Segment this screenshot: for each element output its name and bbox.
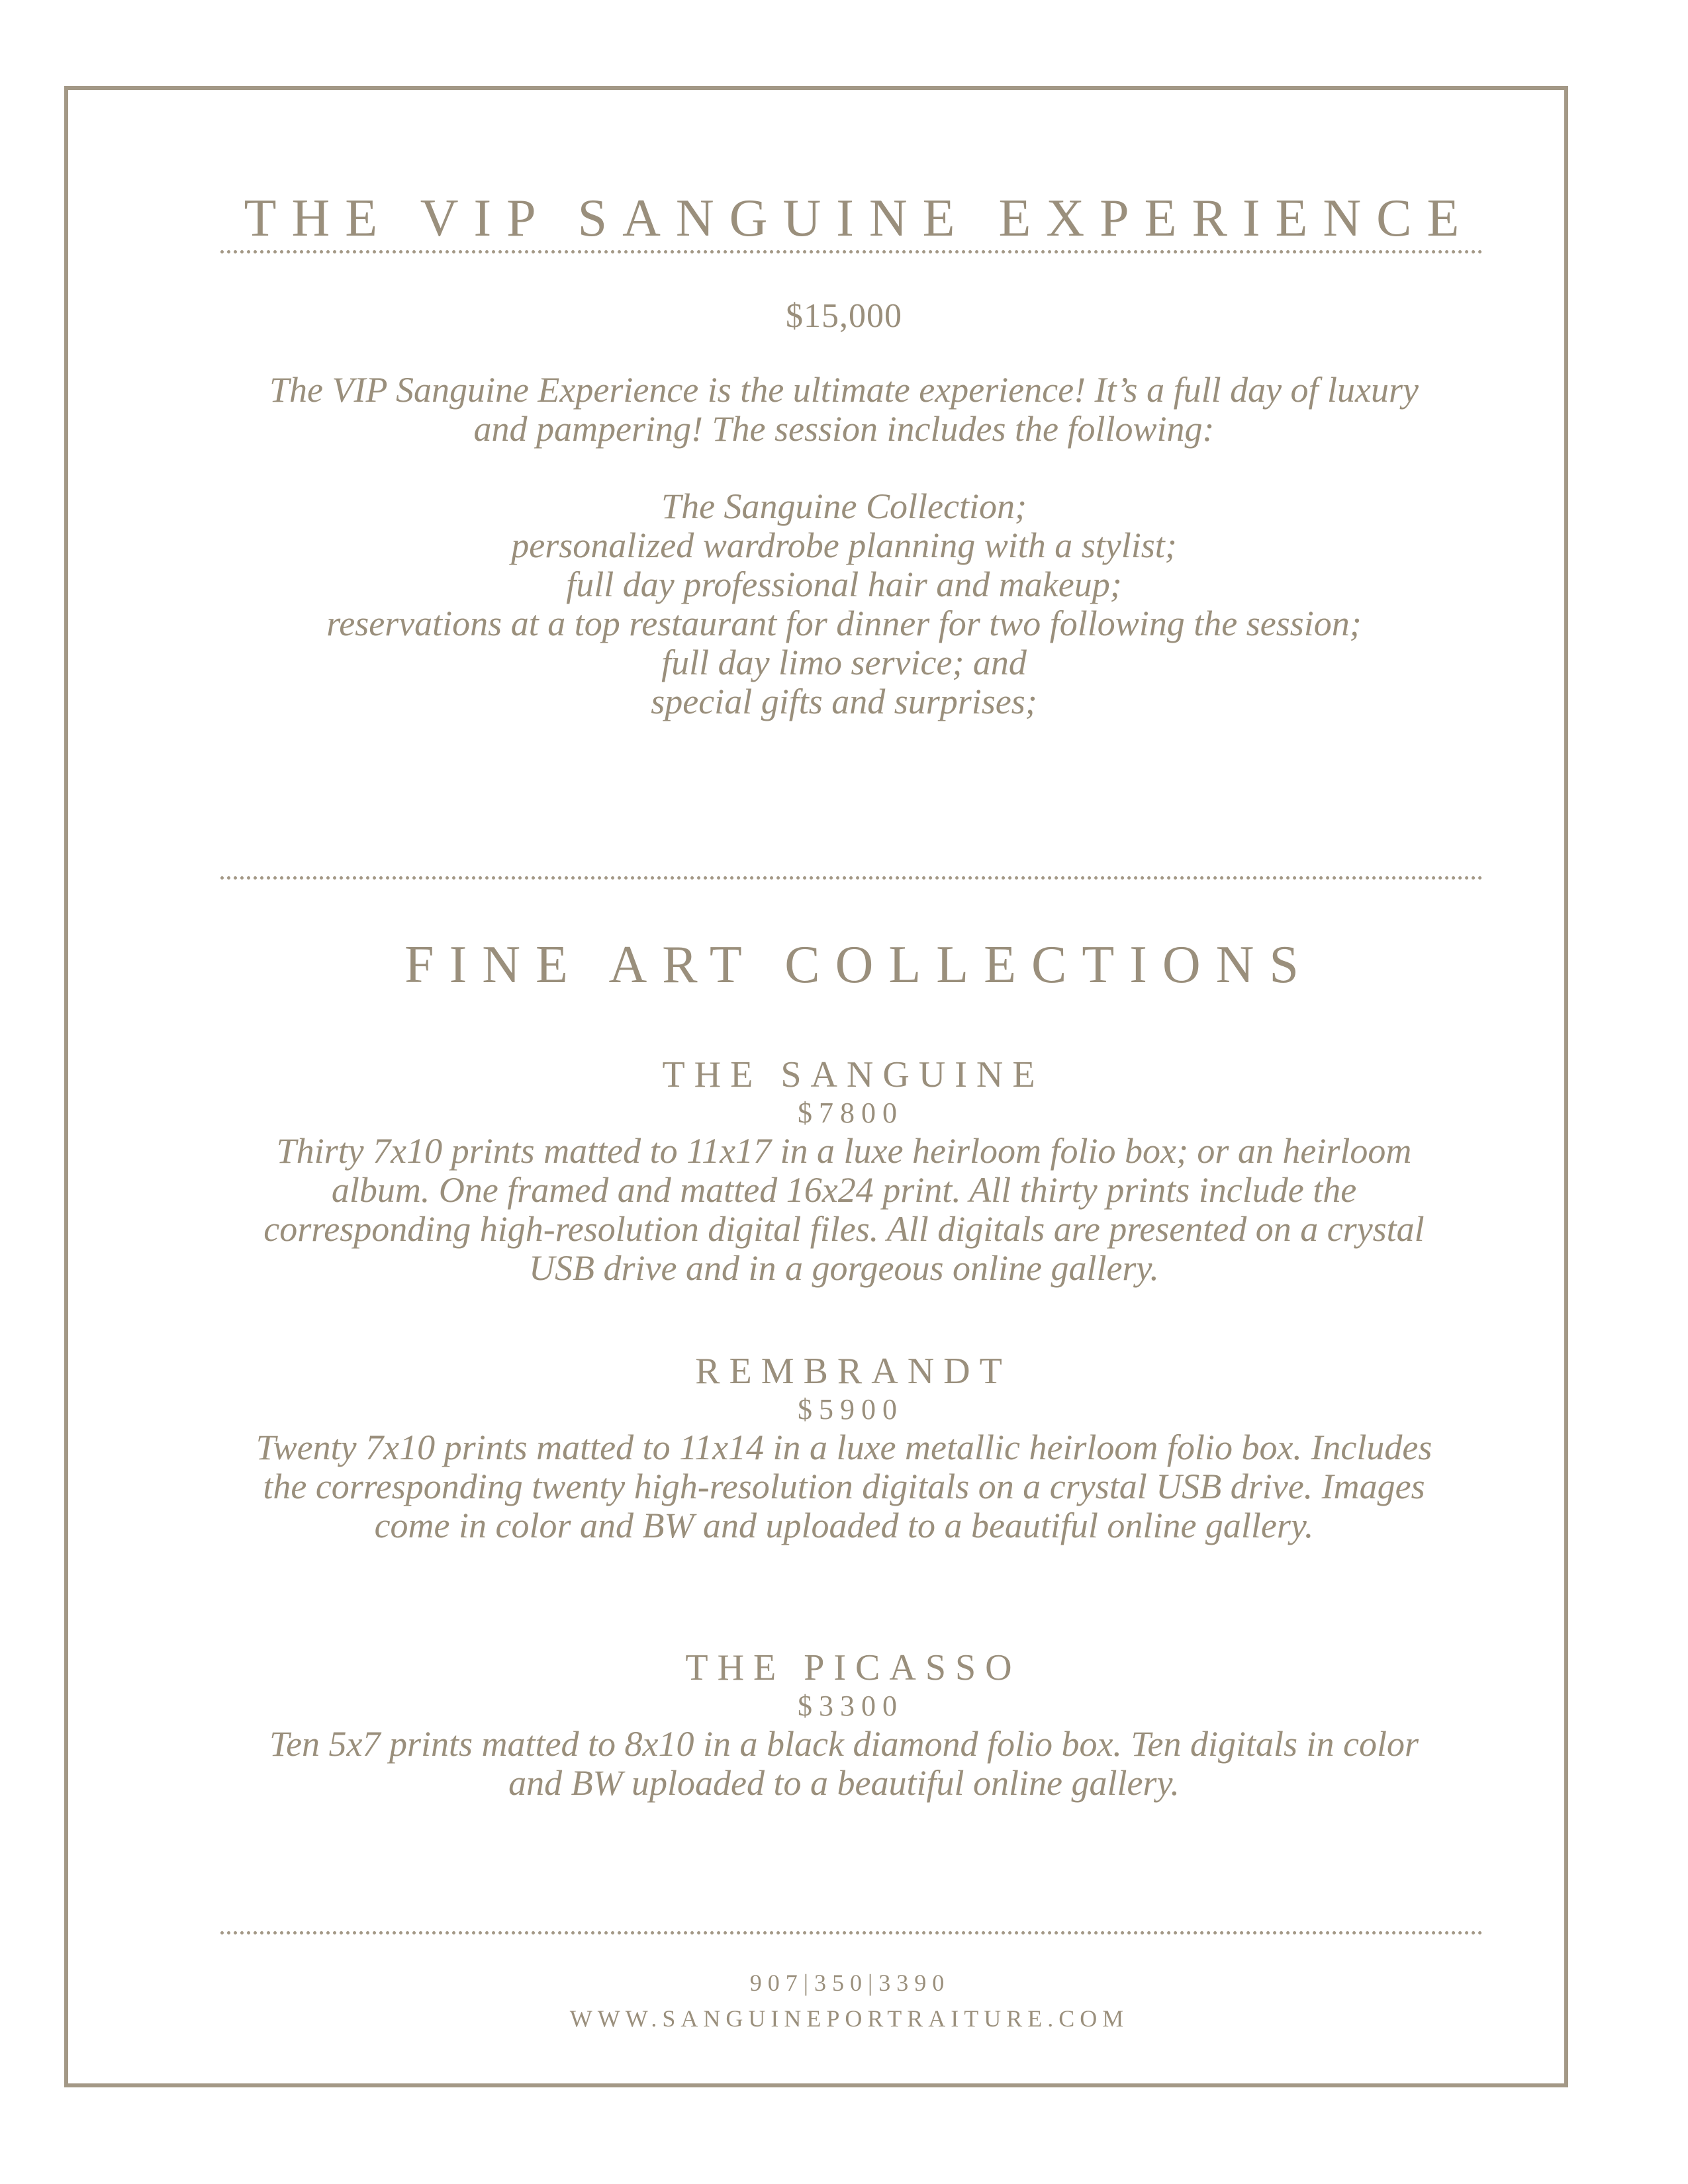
vip-intro-line: The VIP Sanguine Experience is the ultimate experience! It’s a full day of luxury [269,370,1419,410]
list-item: personalized wardrobe planning with a stylist; [511,525,1177,565]
collection-description [0,1725,1688,1803]
list-item: full day professional hair and makeup; [566,565,1122,604]
vip-intro-line: and pampering! The session includes the following: [473,409,1215,449]
list-item: full day limo service; and [661,643,1027,682]
collection-description [0,1132,1688,1288]
divider-middle [220,876,1483,880]
collection-name: THE SANGUINE [662,1054,1045,1095]
divider-bottom [220,1931,1483,1934]
collection-description [0,1428,1688,1545]
vip-includes-list [0,487,1688,721]
description-line: Twenty 7x10 prints matted to 11x14 in a luxe metallic heirloom folio box. Includes [256,1428,1432,1467]
description-line: the corresponding twenty high-resolution digitals on a crystal USB drive. Images [263,1467,1425,1506]
description-line: Ten 5x7 prints matted to 8x10 in a black diamond folio box. Ten digitals in color [269,1724,1419,1764]
list-item: special gifts and surprises; [651,682,1037,721]
collection-name: THE PICASSO [685,1647,1021,1688]
vip-price: $15,000 [786,297,902,335]
collection-price: $7800 [798,1097,904,1129]
description-line: Thirty 7x10 prints matted to 11x17 in a luxe heirloom folio box; or an heirloom [276,1131,1412,1171]
list-item: reservations at a top restaurant for dinner for two following the session; [326,604,1362,643]
vip-title: THE VIP SANGUINE EXPERIENCE [244,189,1475,248]
collection-name: REMBRANDT [695,1351,1011,1392]
collections-title: FINE ART COLLECTIONS [404,936,1314,994]
divider-top [220,250,1483,253]
footer-phone: 907|350|3390 [749,1970,951,1996]
description-line: come in color and BW and uploaded to a beautiful online gallery. [374,1506,1314,1545]
list-item: The Sanguine Collection; [661,486,1027,526]
collection-price: $5900 [798,1393,904,1426]
description-line: and BW uploaded to a beautiful online gallery. [508,1763,1180,1803]
description-line: corresponding high-resolution digital files. All digitals are presented on a crystal [263,1209,1425,1249]
description-line: USB drive and in a gorgeous online gallery. [529,1248,1159,1288]
vip-intro [0,371,1688,449]
footer-website-link[interactable]: WWW.SANGUINEPORTRAITURE.COM [569,2005,1129,2032]
description-line: album. One framed and matted 16x24 print. All thirty prints include the [331,1170,1357,1210]
collection-price: $3300 [798,1690,904,1722]
